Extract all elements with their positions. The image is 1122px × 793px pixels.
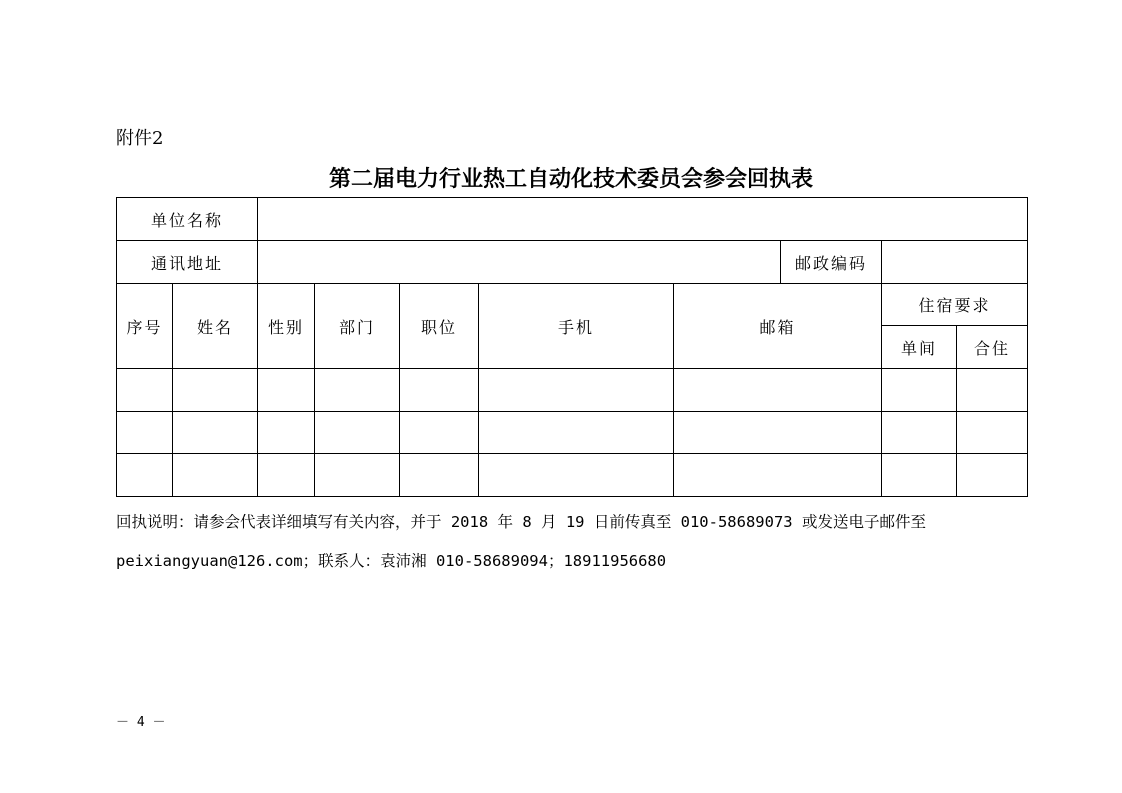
header-name: 姓名	[173, 284, 258, 369]
header-mobile: 手机	[479, 284, 674, 369]
attachment-label: 附件2	[116, 128, 164, 149]
note-line-1: 回执说明：请参会代表详细填写有关内容，并于 2018 年 8 月 19 日前传真至 010-58689073 或发送电子邮件至	[116, 513, 926, 531]
table-row	[117, 454, 1028, 497]
cell-department[interactable]	[315, 454, 400, 497]
cell-position[interactable]	[400, 369, 479, 412]
address-field[interactable]	[258, 241, 781, 284]
registration-form-table	[116, 197, 1028, 497]
cell-email[interactable]	[674, 412, 882, 454]
cell-mobile[interactable]	[479, 369, 674, 412]
header-position: 职位	[400, 284, 479, 369]
cell-department[interactable]	[315, 412, 400, 454]
address-label: 通讯地址	[117, 241, 258, 284]
unit-name-label: 单位名称	[117, 198, 258, 241]
page-number: － 4 －	[116, 715, 166, 730]
cell-single-room[interactable]	[882, 412, 957, 454]
postcode-field[interactable]	[882, 241, 1028, 284]
cell-position[interactable]	[400, 412, 479, 454]
cell-mobile[interactable]	[479, 454, 674, 497]
cell-gender[interactable]	[258, 454, 315, 497]
cell-email[interactable]	[674, 454, 882, 497]
header-index: 序号	[117, 284, 173, 369]
page-title: 第二届电力行业热工自动化技术委员会参会回执表	[328, 167, 813, 192]
header-lodging: 住宿要求	[882, 284, 1028, 326]
unit-name-row	[117, 198, 1028, 241]
table-row	[117, 412, 1028, 454]
header-department: 部门	[315, 284, 400, 369]
cell-department[interactable]	[315, 369, 400, 412]
cell-gender[interactable]	[258, 412, 315, 454]
header-shared-room: 合住	[957, 326, 1028, 369]
header-gender: 性别	[258, 284, 315, 369]
postcode-label: 邮政编码	[781, 241, 882, 284]
header-single-room: 单间	[882, 326, 957, 369]
cell-index[interactable]	[117, 412, 173, 454]
header-row	[117, 284, 1028, 326]
cell-gender[interactable]	[258, 369, 315, 412]
note-line-2: peixiangyuan@126.com；联系人：袁沛湘 010-58689094；18911956680	[116, 552, 667, 570]
cell-index[interactable]	[117, 369, 173, 412]
cell-email[interactable]	[674, 369, 882, 412]
cell-shared-room[interactable]	[957, 454, 1028, 497]
cell-name[interactable]	[173, 454, 258, 497]
cell-name[interactable]	[173, 369, 258, 412]
cell-mobile[interactable]	[479, 412, 674, 454]
cell-single-room[interactable]	[882, 369, 957, 412]
cell-shared-room[interactable]	[957, 412, 1028, 454]
table-row	[117, 369, 1028, 412]
cell-single-room[interactable]	[882, 454, 957, 497]
header-email: 邮箱	[674, 284, 882, 369]
unit-name-field[interactable]	[258, 198, 1028, 241]
cell-position[interactable]	[400, 454, 479, 497]
cell-name[interactable]	[173, 412, 258, 454]
address-row	[117, 241, 1028, 284]
cell-shared-room[interactable]	[957, 369, 1028, 412]
cell-index[interactable]	[117, 454, 173, 497]
